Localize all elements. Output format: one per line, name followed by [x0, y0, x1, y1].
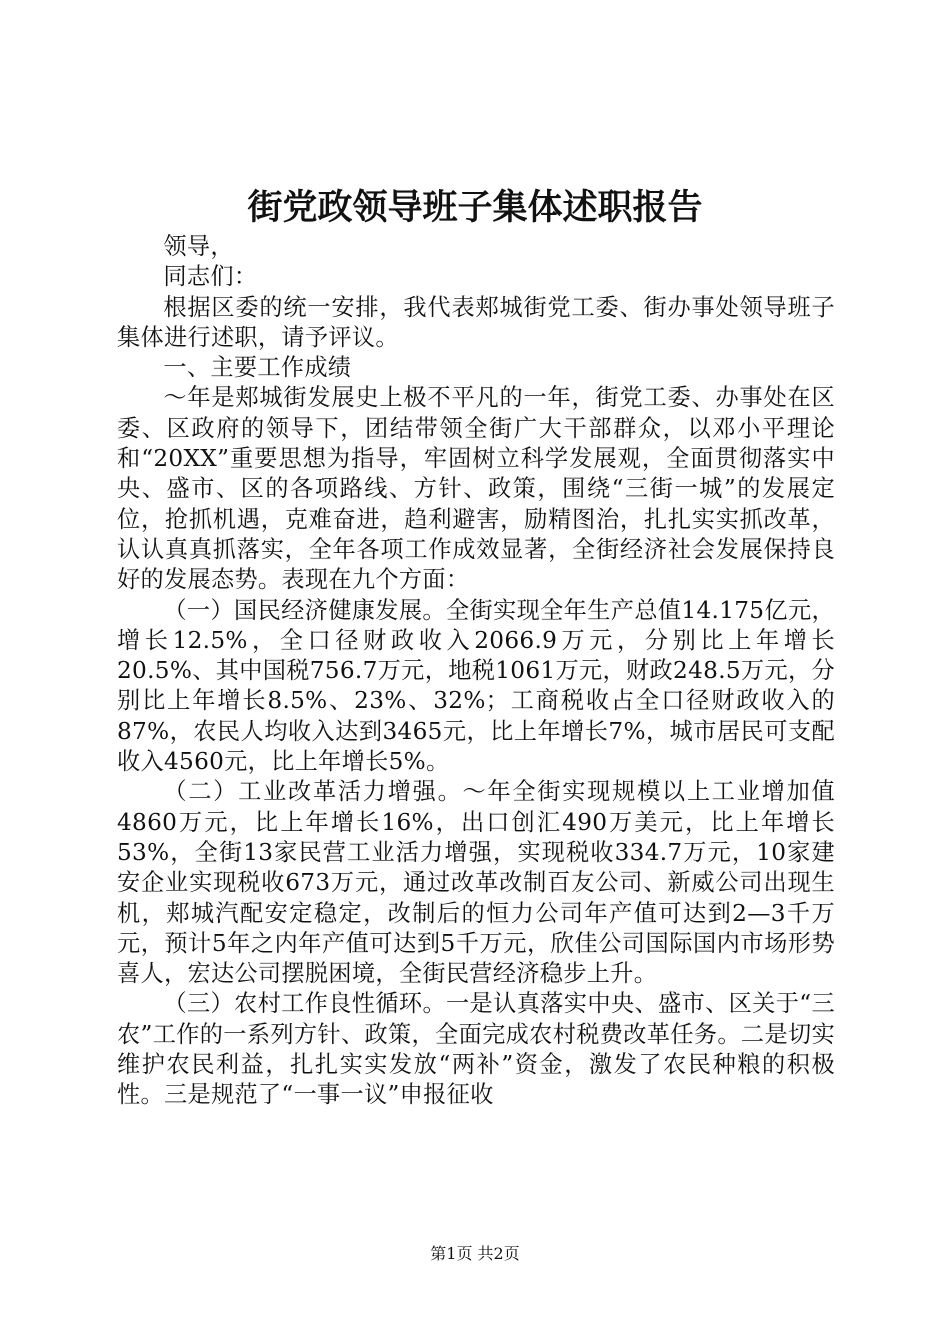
salutation-comrades: 同志们：: [163, 263, 258, 291]
intro-paragraph: 根据区委的统一安排，我代表郏城街党工委、街办事处领导班子集体进行述职，请予评议。: [117, 293, 835, 351]
page-number-footer: 第1页 共2页: [430, 1244, 520, 1263]
document-body: [117, 232, 835, 1111]
industry-paragraph: （二）工业改革活力增强。～年全街实现规模以上工业增加值4860万元，比上年增长16%，出口创汇490万美元，比上年增长53%，全街13家民营工业活力增强，实现税收334.7万元，10家建安企业实现税收673万元，通过改革改制百友公司、新威公司出现生机，郏城汽配安定稳定，改制后的恒力公司年产值可达到2—3千万元，预计5年之内年产值可达到5千万元，欣佳公司国际国内市场形势喜人，宏达公司摆脱困境，全街民营经济稳步上升。: [117, 778, 835, 988]
economy-paragraph: （一）国民经济健康发展。全街实现全年生产总值14.175亿元，增长12.5%，全口径财政收入2066.9万元，分别比上年增长20.5%、其中国税756.7万元，地税1061万元，财政248.5万元，分别比上年增长8.5%、23%、32%；工商税收占全口径财政收入的87%，农民人均收入达到3465元，比上年增长7%，城市居民可支配收入4560元，比上年增长5%。: [117, 596, 835, 776]
document-title: 街党政领导班子集体述职报告: [247, 187, 703, 228]
salutation-leaders: 领导，: [163, 233, 234, 260]
rural-paragraph: （三）农村工作良性循环。一是认真落实中央、盛市、区关于“三农”工作的一系列方针、政策，全面完成农村税费改革任务。二是切实维护农民利益，扎扎实实发放“两补”资金，激发了农民种粮的积极性。三是规范了“一事一议”申报征收: [117, 990, 835, 1109]
overview-paragraph: ～年是郏城街发展史上极不平凡的一年，街党工委、办事处在区委、区政府的领导下，团结带领全街广大干部群众，以邓小平理论和“20XX”重要思想为指导，牢固树立科学发展观，全面贯彻落实中央、盛市、区的各项路线、方针、政策，围绕“三街一城”的发展定位，抢抓机遇，克难奋进，趋利避害，励精图治，扎扎实实抓改革，认认真真抓落实，全年各项工作成效显著，全街经济社会发展保持良好的发展态势。表现在九个方面：: [117, 384, 835, 594]
section-heading: 一、主要工作成绩: [163, 354, 352, 382]
